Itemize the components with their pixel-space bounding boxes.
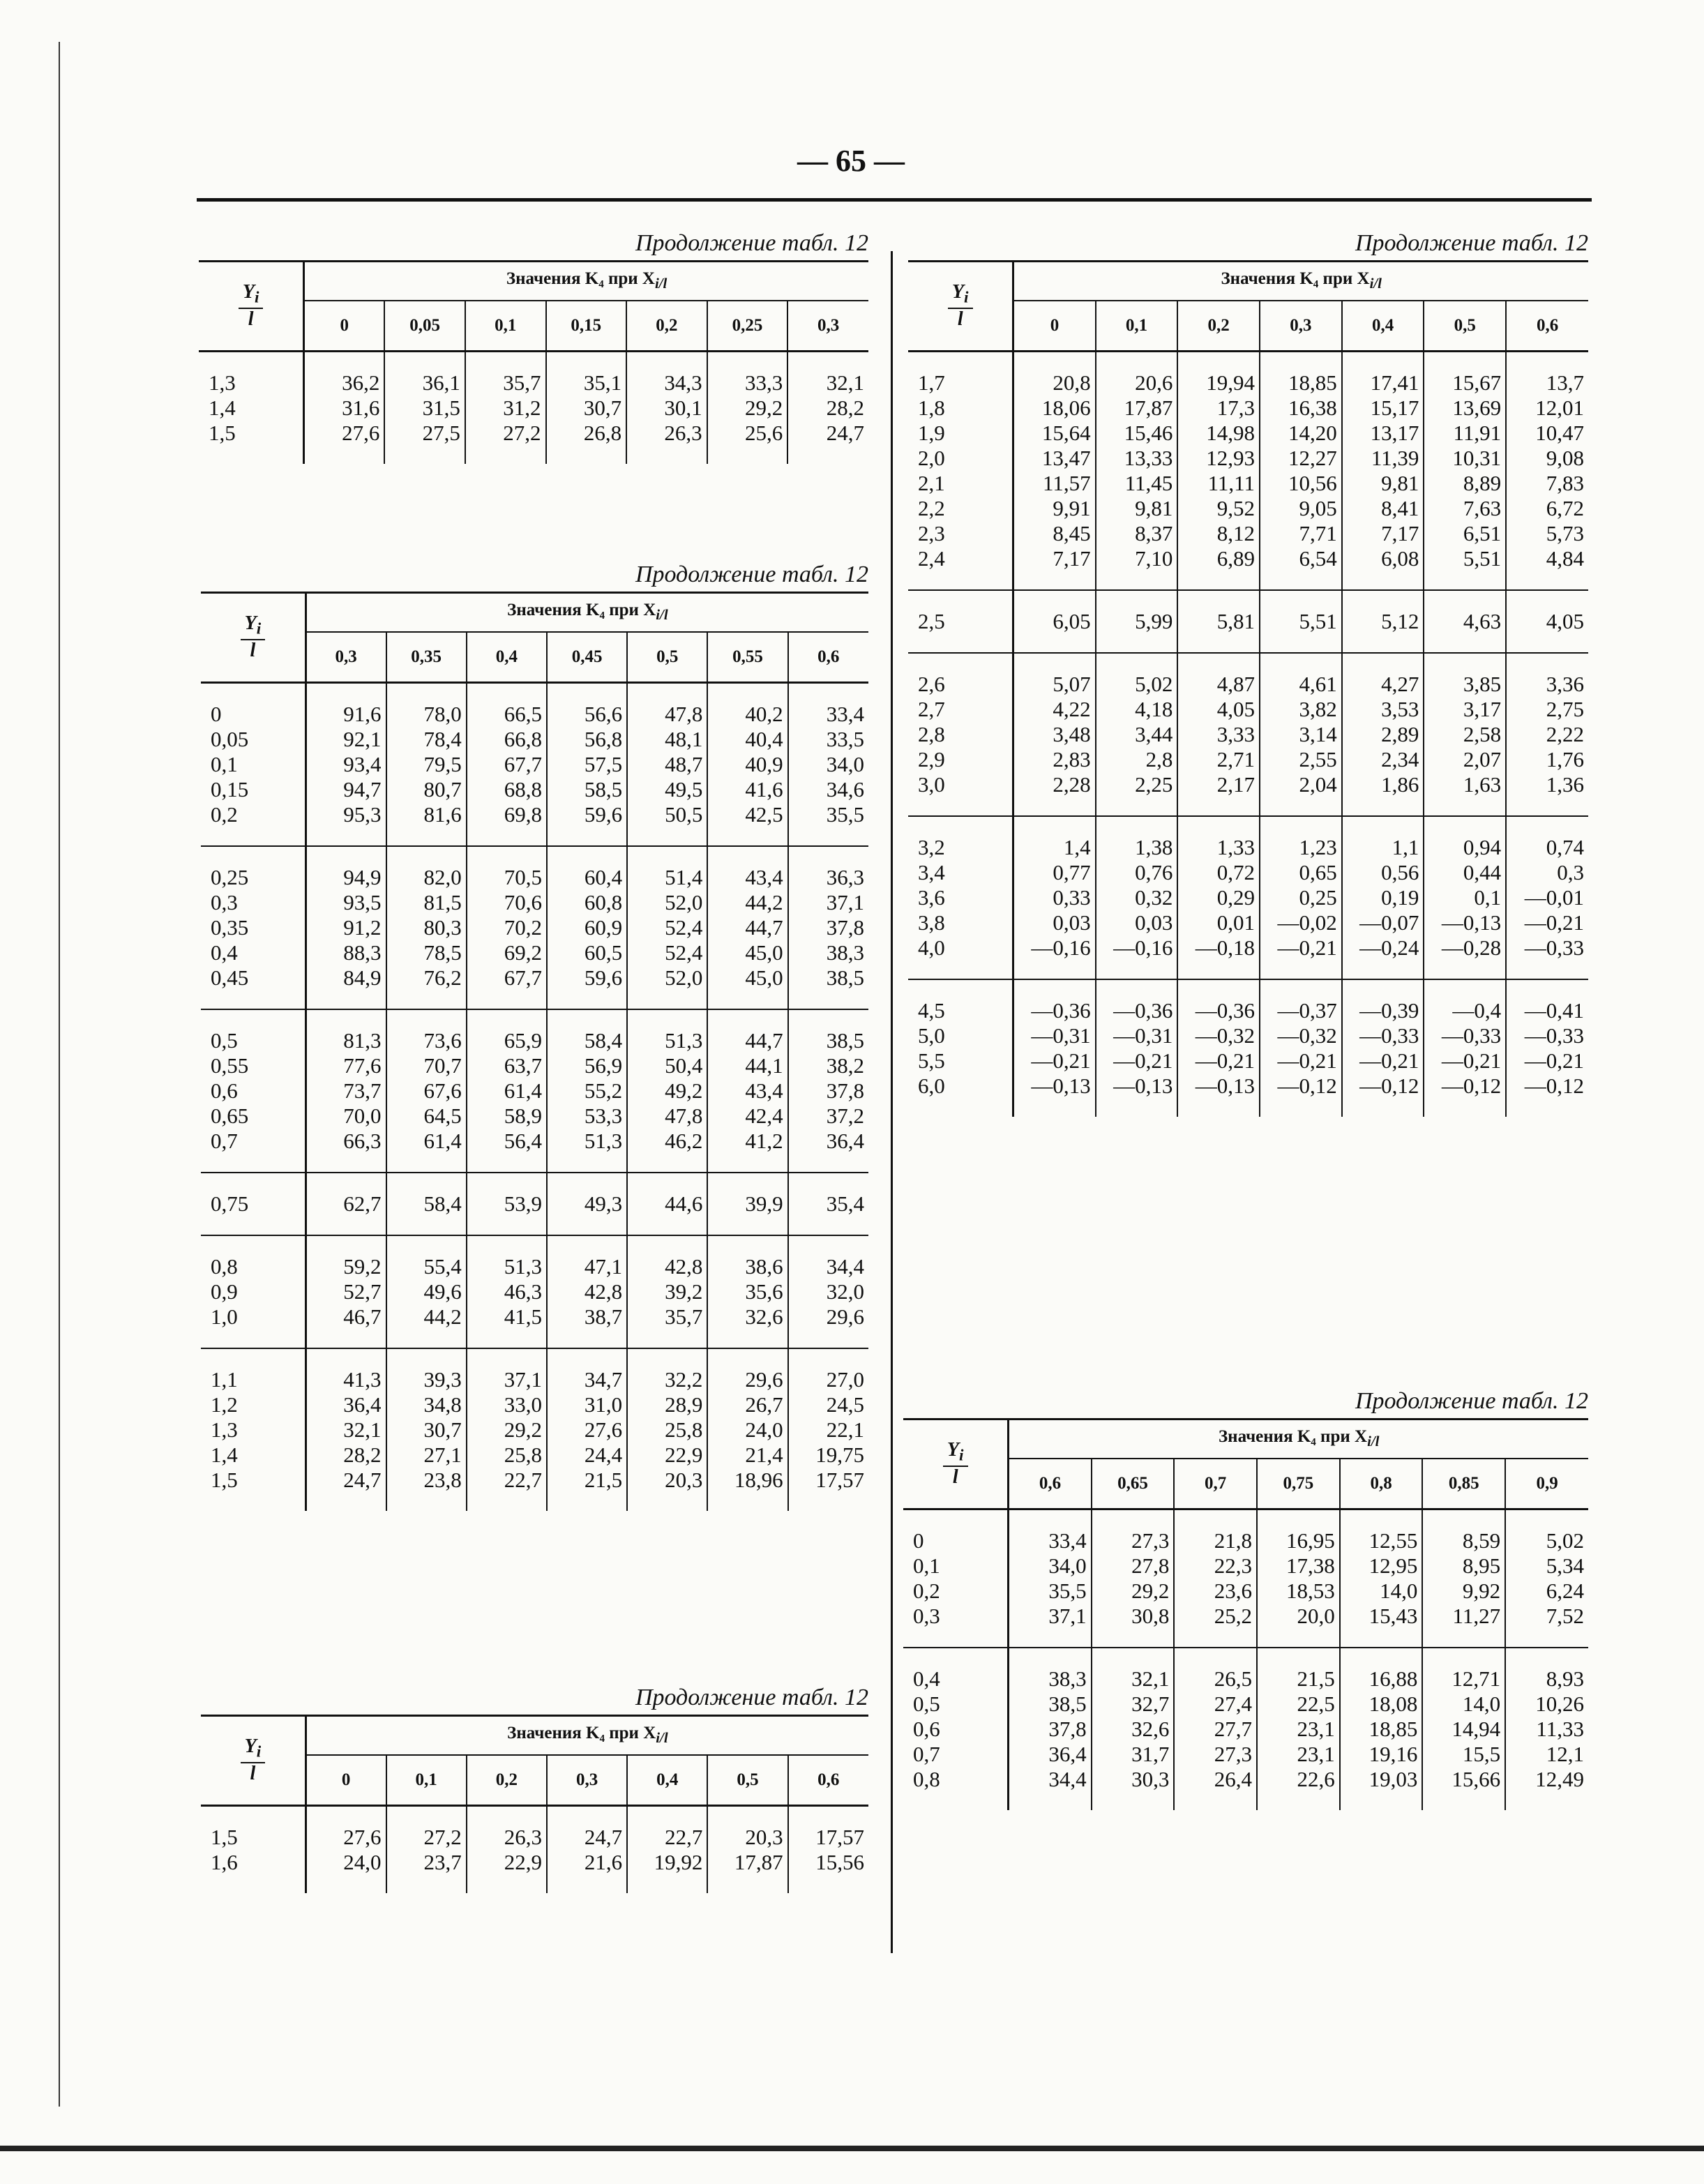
column-header: 0,2 [467, 1755, 547, 1806]
table-row-group [201, 683, 868, 847]
k4-table [201, 592, 868, 1511]
k4-values: 8,59 8,95 9,92 11,27 [1452, 1528, 1501, 1628]
k4-values: 38,5 38,2 37,8 37,2 36,4 [826, 1028, 864, 1153]
column-header: 0,65 [1092, 1459, 1175, 1509]
k4-values: 43,4 44,2 44,7 45,0 45,0 [745, 865, 783, 990]
k4-values: 21,8 22,3 23,6 25,2 [1214, 1528, 1253, 1628]
k4-table [199, 260, 868, 464]
y-values: 0 0,05 0,1 0,15 0,2 [211, 702, 249, 827]
table-row-group [201, 1009, 868, 1173]
k4-values: 22,7 19,92 [654, 1825, 703, 1874]
y-ratio-header: $\frac{Y_i}{l}$ [201, 1716, 306, 1806]
k4-values: 32,1 28,2 24,7 [826, 370, 864, 445]
table-row-group [908, 352, 1588, 591]
k4-values: 35,1 30,7 26,8 [583, 370, 622, 445]
k4-values: 18,85 16,38 14,20 12,27 10,56 9,05 7,71 6,54 [1288, 370, 1337, 571]
table-row-group [903, 1509, 1588, 1648]
k4-values: 4,27 3,53 2,89 2,34 1,86 [1381, 672, 1419, 797]
table-right-2 [903, 1385, 1588, 1810]
k4-values: 1,4 0,77 0,33 0,03 —0,16 [1031, 835, 1091, 960]
k4-values: 1,23 0,65 0,25 —0,02 —0,21 [1277, 835, 1337, 960]
column-header: 0,5 [1424, 301, 1506, 352]
k4-values: 78,0 78,4 79,5 80,7 81,6 [423, 702, 462, 827]
column-header: 0,1 [386, 1755, 467, 1806]
page-number: — 65 — [797, 144, 905, 178]
k4-values: 51,3 46,3 41,5 [504, 1254, 542, 1329]
k4-values: 51,3 50,4 49,2 47,8 46,2 [665, 1028, 703, 1153]
k4-values: 5,12 [1381, 609, 1419, 633]
column-header: 0,4 [467, 632, 547, 683]
k4-values: 34,3 30,1 26,3 [664, 370, 702, 445]
column-header: 0,6 [1009, 1459, 1092, 1509]
k4-values: 44,7 44,1 43,4 42,4 41,2 [745, 1028, 783, 1153]
k4-values: 66,5 66,8 67,7 68,8 69,8 [504, 702, 542, 827]
k4-values: 26,3 22,9 [504, 1825, 542, 1874]
k4-values: —0,4 —0,33 —0,21 —0,12 [1441, 998, 1502, 1098]
k4-values: 15,67 13,69 11,91 10,31 8,89 7,63 6,51 5,51 [1452, 370, 1502, 571]
y-values: 1,3 1,4 1,5 [209, 370, 236, 445]
column-header: 0,4 [627, 1755, 707, 1806]
column-header: 0 [304, 301, 385, 352]
table-caption: Продолжение табл. 12 [635, 1685, 868, 1710]
k4-values: 42,8 39,2 35,7 [665, 1254, 703, 1329]
k4-values: 62,7 [343, 1191, 382, 1216]
k4-values: —0,36 —0,31 —0,21 —0,13 [1031, 998, 1091, 1098]
k4-values: —0,36 —0,31 —0,21 —0,13 [1113, 998, 1173, 1098]
k4-values: 5,02 5,34 6,24 7,52 [1546, 1528, 1584, 1628]
table-row-group [201, 1348, 868, 1511]
table-row-group [903, 1648, 1588, 1810]
column-header: 0,4 [1342, 301, 1424, 352]
table-caption: Продолжение табл. 12 [635, 230, 868, 256]
column-header: 0,6 [788, 632, 868, 683]
column-header: 0,6 [788, 1755, 868, 1806]
k4-values: 36,1 31,5 27,5 [422, 370, 460, 445]
k4-values: 35,7 31,2 27,2 [503, 370, 541, 445]
column-header: 0,5 [627, 632, 707, 683]
k4-values: 38,3 38,5 37,8 36,4 34,4 [1048, 1666, 1087, 1791]
y-values: 2,5 [918, 609, 945, 633]
k4-values: 33,4 34,0 35,5 37,1 [1048, 1528, 1087, 1628]
page-edge-shadow [59, 42, 60, 2107]
k4-values: 35,4 [826, 1191, 864, 1216]
y-values: 1,7 1,8 1,9 2,0 2,1 2,2 2,3 2,4 [918, 370, 945, 571]
column-header: 0,3 [547, 1755, 627, 1806]
y-values: 0 0,1 0,2 0,3 [913, 1528, 940, 1628]
y-values: 0,8 0,9 1,0 [211, 1254, 238, 1329]
y-values: 1,1 1,2 1,3 1,4 1,5 [211, 1367, 238, 1492]
y-ratio-header: $\frac{Y_i}{l}$ [903, 1419, 1009, 1509]
k4-values: 24,7 21,6 [584, 1825, 623, 1874]
table-row-group [201, 846, 868, 1009]
values-header: Значения K₄ при $X_{i/l}$ [306, 593, 868, 633]
k4-values: 27,0 24,5 22,1 19,75 17,57 [815, 1367, 864, 1492]
k4-values: —0,39 —0,33 —0,21 —0,12 [1359, 998, 1419, 1098]
k4-values: 26,5 27,4 27,7 27,3 26,4 [1214, 1666, 1253, 1791]
k4-values: 1,1 0,56 0,19 —0,07 —0,24 [1359, 835, 1419, 960]
y-ratio-header: $\frac{Y_i}{l}$ [908, 262, 1013, 352]
y-values: 2,6 2,7 2,8 2,9 3,0 [918, 672, 945, 797]
column-header: 0,45 [547, 632, 627, 683]
k4-values: 12,55 12,95 14,0 15,43 [1369, 1528, 1418, 1628]
k4-values: 27,2 23,7 [423, 1825, 462, 1874]
k4-values: 51,4 52,0 52,4 52,4 52,0 [665, 865, 703, 990]
k4-values: 16,95 17,38 18,53 20,0 [1285, 1528, 1335, 1628]
table-row-group [908, 653, 1588, 816]
k4-values: 17,57 15,56 [815, 1825, 864, 1874]
y-values: 0,4 0,5 0,6 0,7 0,8 [913, 1666, 940, 1791]
values-header: Значения K₄ при $X_{i/l}$ [1009, 1419, 1588, 1459]
k4-values: 12,71 14,0 14,94 15,5 15,66 [1452, 1666, 1501, 1791]
column-header: 0 [1013, 301, 1096, 352]
column-header: 0,05 [384, 301, 465, 352]
k4-values: 33,4 33,5 34,0 34,6 35,5 [826, 702, 864, 827]
k4-values: 70,5 70,6 70,2 69,2 67,7 [504, 865, 542, 990]
values-header: Значения K₄ при $X_{i/l}$ [1013, 262, 1588, 301]
table-right-1 [908, 227, 1588, 1117]
y-values: 4,5 5,0 5,5 6,0 [918, 998, 945, 1098]
k4-values: —0,37 —0,32 —0,21 —0,12 [1277, 998, 1337, 1098]
k4-values: 5,81 [1216, 609, 1256, 633]
bottom-scan-edge [0, 2146, 1704, 2151]
table-row-group [908, 979, 1588, 1117]
table-left-3 [201, 1681, 868, 1893]
k4-values: 17,41 15,17 13,17 11,39 9,81 8,41 7,17 6,08 [1370, 370, 1419, 571]
k4-values: 47,8 48,1 48,7 49,5 50,5 [665, 702, 703, 827]
k4-values: 3,85 3,17 2,58 2,07 1,63 [1463, 672, 1502, 797]
column-header: 0,1 [1096, 301, 1178, 352]
y-values: 0,5 0,55 0,6 0,65 0,7 [211, 1028, 249, 1153]
k4-values: 73,6 70,7 67,6 64,5 61,4 [423, 1028, 462, 1153]
values-header: Значения K₄ при $X_{i/l}$ [306, 1716, 868, 1756]
column-header: 0,55 [707, 632, 787, 683]
k4-table [903, 1418, 1588, 1810]
k4-values: 58,4 56,9 55,2 53,3 51,3 [584, 1028, 623, 1153]
k4-values: 4,05 [1546, 609, 1584, 633]
k4-values: 16,88 18,08 18,85 19,16 19,03 [1369, 1666, 1418, 1791]
k4-values: 5,07 4,22 3,48 2,83 2,28 [1053, 672, 1091, 797]
k4-values: 3,36 2,75 2,22 1,76 1,36 [1546, 672, 1584, 797]
column-header: 0,3 [306, 632, 386, 683]
y-values: 0,25 0,3 0,35 0,4 0,45 [211, 865, 249, 990]
k4-values: 37,1 33,0 29,2 25,8 22,7 [504, 1367, 542, 1492]
table-caption: Продолжение табл. 12 [1355, 1388, 1588, 1414]
k4-values: 44,6 [665, 1191, 703, 1216]
y-ratio-header: $\frac{Y_i}{l}$ [201, 593, 306, 683]
k4-values: 36,2 31,6 27,6 [342, 370, 380, 445]
k4-values: 39,3 34,8 30,7 27,1 23,8 [423, 1367, 462, 1492]
k4-values: 40,2 40,4 40,9 41,6 42,5 [745, 702, 783, 827]
k4-values: 39,9 [745, 1191, 783, 1216]
k4-values: 65,9 63,7 61,4 58,9 56,4 [504, 1028, 542, 1153]
values-header: Значения K₄ при $X_{i/l}$ [304, 262, 868, 301]
k4-values: 94,9 93,5 91,2 88,3 84,9 [343, 865, 382, 990]
k4-values: 27,6 24,0 [343, 1825, 382, 1874]
k4-values: 0,94 0,44 0,1 —0,13 —0,28 [1441, 835, 1502, 960]
column-header: 0,25 [707, 301, 788, 352]
k4-values: 19,94 17,3 14,98 12,93 11,11 9,52 8,12 6,89 [1206, 370, 1256, 571]
column-header: 0,3 [787, 301, 868, 352]
k4-values: 53,9 [504, 1191, 542, 1216]
k4-values: 41,3 36,4 32,1 28,2 24,7 [343, 1367, 382, 1492]
y-values: 0,75 [211, 1191, 249, 1216]
k4-values: —0,36 —0,32 —0,21 —0,13 [1195, 998, 1256, 1098]
k4-values: 29,6 26,7 24,0 21,4 18,96 [734, 1367, 783, 1492]
k4-values: 56,6 56,8 57,5 58,5 59,6 [584, 702, 623, 827]
k4-values: 20,8 18,06 15,64 13,47 11,57 9,91 8,45 7,17 [1041, 370, 1091, 571]
table-row-group [908, 816, 1588, 979]
column-header: 0,15 [546, 301, 627, 352]
column-header: 0,3 [1260, 301, 1342, 352]
k4-values: 4,61 3,82 3,14 2,55 2,04 [1299, 672, 1337, 797]
k4-values: 33,3 29,2 25,6 [744, 370, 783, 445]
column-header: 0,7 [1174, 1459, 1257, 1509]
column-header: 0,75 [1257, 1459, 1340, 1509]
column-header: 0,35 [386, 632, 467, 683]
k4-values: 5,02 4,18 3,44 2,8 2,25 [1135, 672, 1173, 797]
k4-values: 6,05 [1053, 609, 1091, 633]
k4-values: 82,0 81,5 80,3 78,5 76,2 [423, 865, 462, 990]
k4-values: 34,7 31,0 27,6 24,4 21,5 [584, 1367, 623, 1492]
table-caption: Продолжение табл. 12 [635, 562, 868, 587]
k4-values: 55,4 49,6 44,2 [423, 1254, 462, 1329]
table-row-group [201, 1806, 868, 1894]
table-row-group [201, 1173, 868, 1235]
header-rule [197, 198, 1592, 202]
k4-values: 34,4 32,0 29,6 [826, 1254, 864, 1329]
k4-values: 0,74 0,3 —0,01 —0,21 —0,33 [1524, 835, 1584, 960]
k4-table [201, 1715, 868, 1893]
k4-values: 32,1 32,7 32,6 31,7 30,3 [1131, 1666, 1170, 1791]
k4-values: 1,33 0,72 0,29 0,01 —0,18 [1195, 835, 1256, 960]
k4-values: 32,2 28,9 25,8 22,9 20,3 [665, 1367, 703, 1492]
table-caption: Продолжение табл. 12 [1355, 230, 1588, 256]
k4-values: 27,3 27,8 29,2 30,8 [1131, 1528, 1170, 1628]
k4-values: 13,7 12,01 10,47 9,08 7,83 6,72 5,73 4,84 [1535, 370, 1584, 571]
k4-values: 5,99 [1135, 609, 1173, 633]
k4-values: 38,6 35,6 32,6 [745, 1254, 783, 1329]
table-left-2 [201, 558, 868, 1511]
table-row-group [199, 352, 868, 465]
k4-values: 21,5 22,5 23,1 23,1 22,6 [1297, 1666, 1335, 1791]
column-header: 0,2 [626, 301, 707, 352]
y-ratio-header: $\frac{Y_i}{l}$ [199, 262, 304, 352]
column-header: 0,1 [465, 301, 546, 352]
k4-values: 20,6 17,87 15,46 13,33 11,45 9,81 8,37 7,10 [1124, 370, 1173, 571]
k4-values: 59,2 52,7 46,7 [343, 1254, 382, 1329]
y-values: 3,2 3,4 3,6 3,8 4,0 [918, 835, 945, 960]
k4-values: 20,3 17,87 [734, 1825, 783, 1874]
column-header: 0,5 [707, 1755, 787, 1806]
table-left-1 [199, 227, 868, 464]
k4-values: 58,4 [423, 1191, 462, 1216]
k4-values: 60,4 60,8 60,9 60,5 59,6 [584, 865, 623, 990]
k4-values: 36,3 37,1 37,8 38,3 38,5 [826, 865, 864, 990]
column-header: 0,6 [1506, 301, 1588, 352]
k4-values: 5,51 [1299, 609, 1337, 633]
column-header: 0,8 [1340, 1459, 1423, 1509]
k4-values: —0,41 —0,33 —0,21 —0,12 [1524, 998, 1584, 1098]
column-header: 0 [306, 1755, 386, 1806]
k4-values: 4,87 4,05 3,33 2,71 2,17 [1216, 672, 1256, 797]
k4-values: 49,3 [584, 1191, 623, 1216]
table-row-group [908, 590, 1588, 653]
table-row-group [201, 1235, 868, 1348]
y-values: 1,5 1,6 [211, 1825, 238, 1874]
k4-values: 47,1 42,8 38,7 [584, 1254, 623, 1329]
column-header: 0,2 [1177, 301, 1260, 352]
column-header: 0,85 [1422, 1459, 1505, 1509]
k4-values: 1,38 0,76 0,32 0,03 —0,16 [1113, 835, 1173, 960]
k4-values: 91,6 92,1 93,4 94,7 95,3 [343, 702, 382, 827]
k4-table [908, 260, 1588, 1117]
column-header: 0,9 [1505, 1459, 1588, 1509]
k4-values: 8,93 10,26 11,33 12,1 12,49 [1535, 1666, 1584, 1791]
column-divider [891, 251, 893, 1953]
k4-values: 4,63 [1463, 609, 1502, 633]
k4-values: 81,3 77,6 73,7 70,0 66,3 [343, 1028, 382, 1153]
